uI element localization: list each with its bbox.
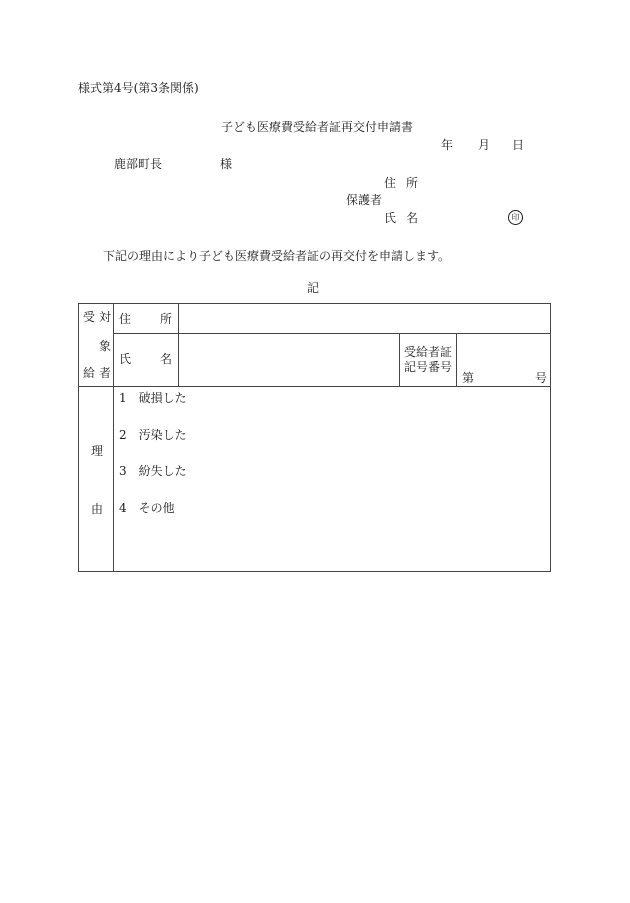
addressee-name: 鹿部町長: [114, 157, 163, 171]
address-row-divider: [113, 333, 550, 334]
cert-number-suffix: 号: [535, 371, 548, 385]
note-heading: 記: [307, 281, 320, 295]
reason-label-1: 理: [91, 444, 104, 458]
applicant-address-label-1: 住: [384, 176, 397, 190]
request-statement: 下記の理由により子ども医療費受給者証の再交付を申請します。: [103, 249, 451, 263]
reason-option[interactable]: 4 その他: [119, 501, 175, 515]
address-label-1: 住: [119, 312, 132, 326]
beneficiary-row-divider: [79, 386, 550, 387]
applicant-address-label-2: 所: [406, 176, 419, 190]
cert-number-prefix: 第: [462, 371, 475, 385]
applicant-name-label-2: 名: [406, 211, 419, 225]
beneficiary-label-3: 象: [99, 339, 112, 353]
name-label-1: 氏: [119, 352, 132, 366]
reason-option[interactable]: 2 汚染した: [119, 428, 187, 442]
field-label-divider: [178, 304, 179, 386]
reason-option[interactable]: 3 紛失した: [119, 464, 187, 478]
beneficiary-label-5: 者: [99, 366, 112, 380]
cert-label-divider-left: [399, 333, 400, 386]
reason-label-2: 由: [91, 502, 104, 516]
name-label-2: 名: [160, 352, 173, 366]
guardian-label: 保護者: [346, 193, 383, 207]
application-table: [78, 303, 551, 572]
cert-label-divider-right: [456, 333, 457, 386]
form-title: 子ども医療費受給者証再交付申請書: [221, 120, 414, 134]
cert-number-label-line1: 受給者証: [404, 345, 453, 359]
applicant-name-label-1: 氏: [384, 211, 397, 225]
address-label-2: 所: [160, 312, 173, 326]
seal-mark: 印: [508, 210, 523, 225]
beneficiary-label-4: 給: [83, 366, 96, 380]
beneficiary-label-2: 対: [99, 310, 112, 324]
cert-number-label-line2: 記号番号: [404, 360, 453, 374]
beneficiary-name-field[interactable]: [180, 335, 397, 384]
reason-option[interactable]: 1 破損した: [119, 391, 187, 405]
beneficiary-address-field[interactable]: [180, 306, 548, 331]
addressee-honorific: 様: [220, 157, 233, 171]
label-column-divider: [113, 304, 114, 571]
form-number: 様式第4号(第3条関係): [78, 81, 199, 95]
date-day: 日: [512, 138, 525, 152]
beneficiary-label-1: 受: [83, 310, 96, 324]
date-year: 年: [441, 138, 454, 152]
date-month: 月: [478, 138, 491, 152]
